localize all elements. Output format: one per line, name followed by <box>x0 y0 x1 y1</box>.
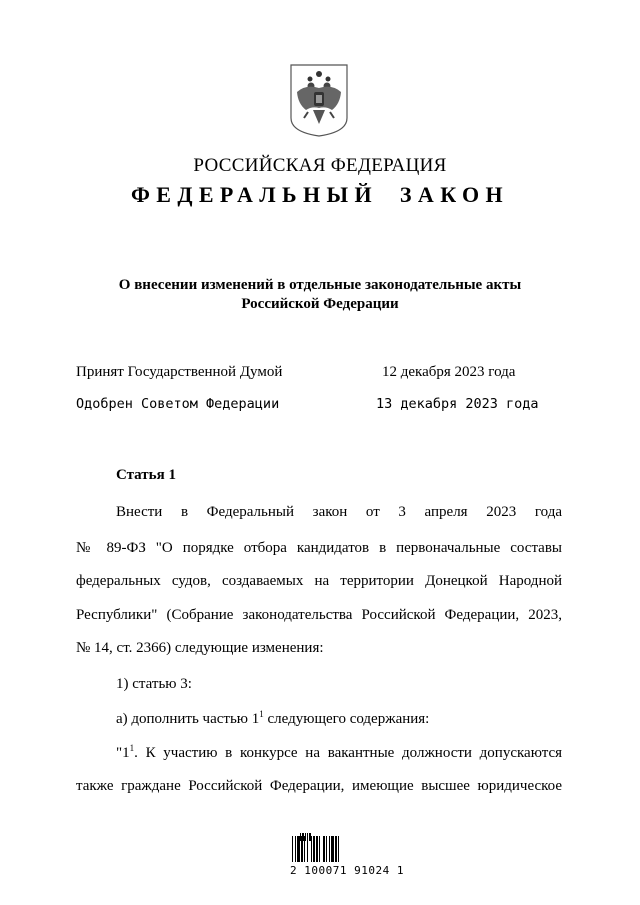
law-title-line1: О внесении изменений в отдельные законодательные акты <box>118 277 522 293</box>
quoted-text-line <box>116 745 562 762</box>
quote-superscript: 1 <box>129 743 135 753</box>
article-text-line: федеральных судов, создаваемых на территории Донецкой Народной <box>76 573 562 589</box>
subitem-superscript: 1 <box>259 709 264 719</box>
document-barcode <box>292 836 370 862</box>
law-title-line2: Российской Федерации <box>241 296 399 312</box>
amendment-item: 1) статью 3: <box>116 676 192 692</box>
council-approval-label: Одобрен Советом Федерации <box>76 396 280 412</box>
article-text-line: Республики" (Собрание законодательства Российской Федерации, 2023, <box>76 607 562 623</box>
country-name: РОССИЙСКАЯ ФЕДЕРАЦИЯ <box>193 155 447 176</box>
document-type: ФЕДЕРАЛЬНЫЙ ЗАКОН <box>130 182 510 207</box>
council-approval-date: 13 декабря 2023 года <box>376 396 539 412</box>
subitem-text-end: следующего содержания: <box>263 711 430 727</box>
state-emblem <box>288 62 350 138</box>
small-barcode-mark <box>300 828 312 836</box>
quote-start: "1 <box>116 745 130 761</box>
article-text-line: № 14, ст. 2366) следующие изменения: <box>76 640 324 656</box>
law-title <box>0 276 640 314</box>
amendment-subitem <box>116 711 429 728</box>
article-text-line: Внести в Федеральный закон от 3 апреля 2023 года <box>116 504 562 520</box>
duma-adoption-date: 12 декабря 2023 года <box>382 364 516 380</box>
barcode-number: 2 100071 91024 1 <box>290 864 404 877</box>
article-text-line: № 89-ФЗ "О порядке отбора кандидатов в первоначальные составы <box>76 540 562 556</box>
subitem-text: а) дополнить частью 1 <box>116 711 260 727</box>
quoted-text-line: также граждане Российской Федерации, имеющие высшее юридическое <box>76 778 562 794</box>
article-heading: Статья 1 <box>116 467 176 483</box>
quote-text: . К участию в конкурсе на вакантные должности допускаются <box>134 745 562 761</box>
duma-adoption-label: Принят Государственной Думой <box>76 364 283 380</box>
